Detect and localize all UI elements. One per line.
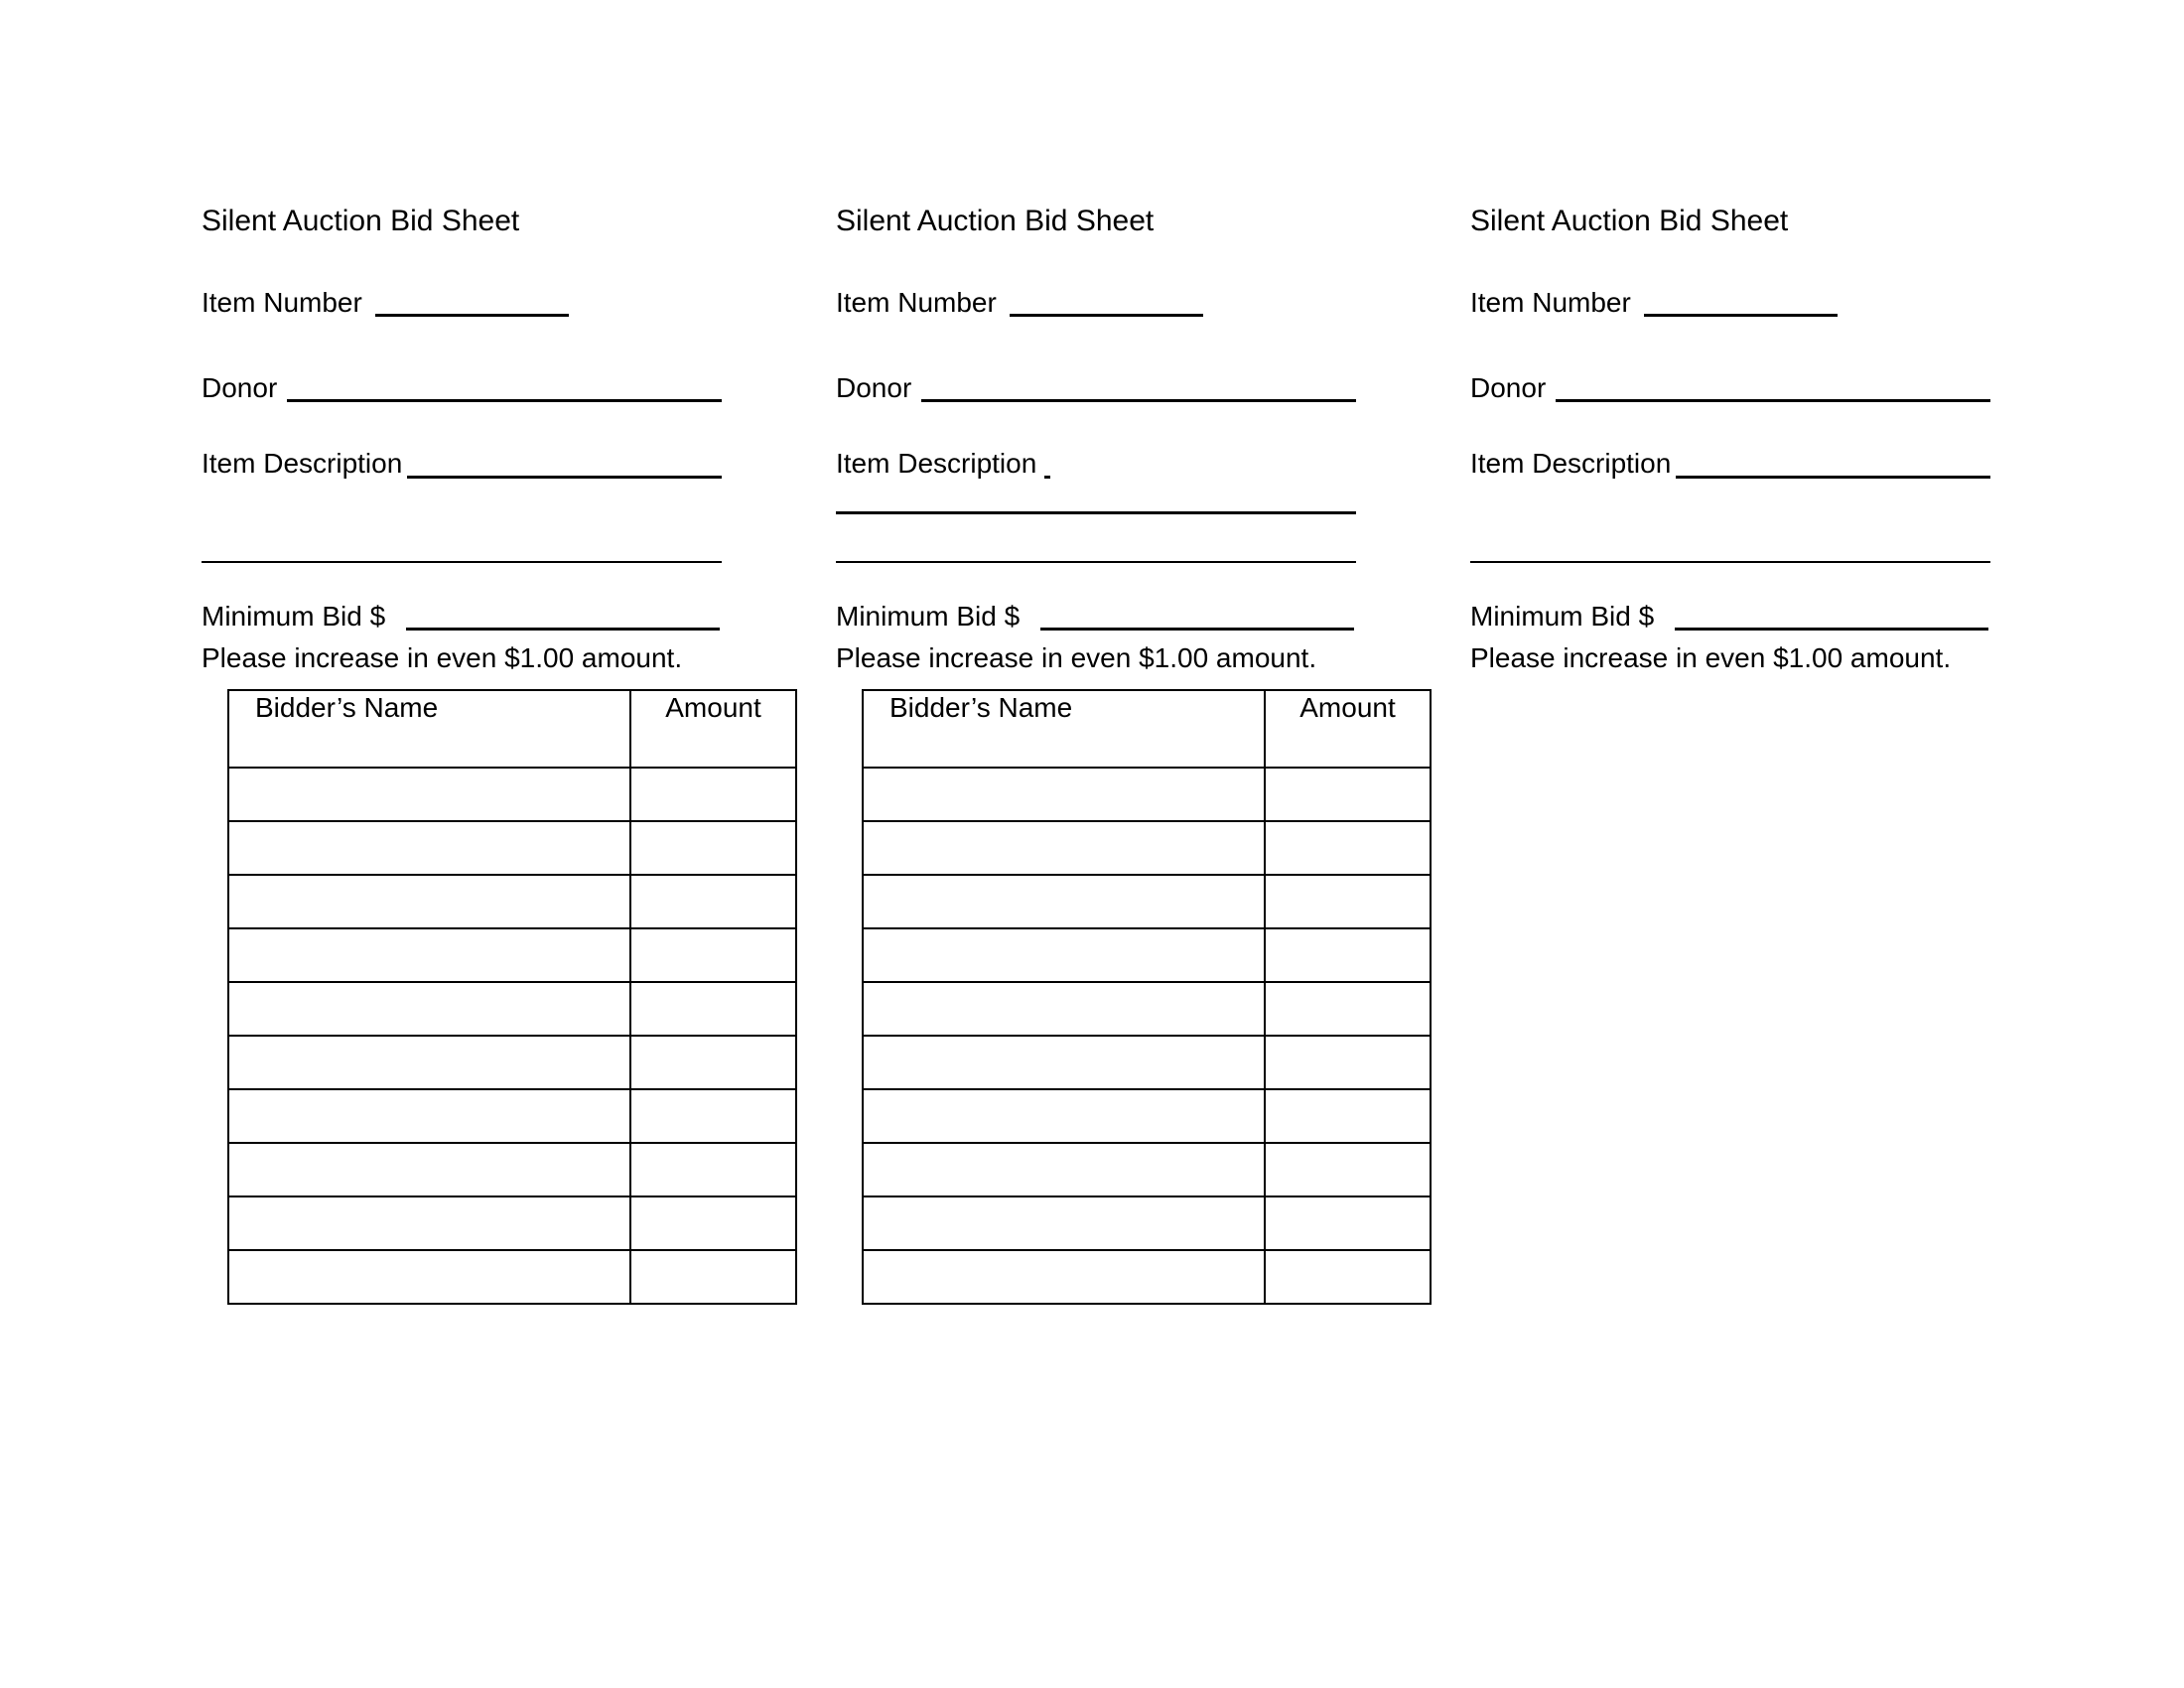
bid-table bbox=[862, 689, 1432, 1305]
table-row bbox=[228, 1143, 796, 1196]
amount-cell[interactable] bbox=[1265, 875, 1431, 928]
amount-cell[interactable] bbox=[630, 1143, 796, 1196]
item-description-extra-blank bbox=[1470, 561, 1990, 563]
sheet-title: Silent Auction Bid Sheet bbox=[1470, 205, 1789, 237]
bidder-name-cell[interactable] bbox=[863, 1036, 1265, 1089]
donor-blank bbox=[921, 399, 1356, 402]
bidder-name-cell[interactable] bbox=[228, 1250, 630, 1304]
amount-header-cell bbox=[1265, 690, 1431, 768]
table-row bbox=[228, 982, 796, 1036]
amount-cell[interactable] bbox=[630, 1196, 796, 1250]
table-row bbox=[228, 1196, 796, 1250]
bidder-name-cell[interactable] bbox=[863, 1143, 1265, 1196]
bidder-name-cell[interactable] bbox=[228, 821, 630, 875]
amount-cell[interactable] bbox=[1265, 982, 1431, 1036]
minimum-bid-blank bbox=[1040, 628, 1354, 631]
bid-sheet-1 bbox=[202, 0, 761, 1688]
table-row bbox=[863, 1196, 1431, 1250]
increment-note: Please increase in even $1.00 amount. bbox=[836, 642, 1317, 673]
bidder-name-cell[interactable] bbox=[863, 1089, 1265, 1143]
amount-cell[interactable] bbox=[630, 928, 796, 982]
bid-sheet-3 bbox=[1470, 0, 2026, 1688]
bidder-name-cell[interactable] bbox=[228, 1089, 630, 1143]
donor-blank bbox=[287, 399, 722, 402]
table-header-row bbox=[863, 690, 1431, 768]
amount-cell[interactable] bbox=[630, 821, 796, 875]
amount-cell[interactable] bbox=[630, 1250, 796, 1304]
item-description-blank bbox=[1044, 476, 1050, 479]
increment-note: Please increase in even $1.00 amount. bbox=[1470, 642, 1952, 673]
amount-cell[interactable] bbox=[1265, 1196, 1431, 1250]
bidder-name-cell[interactable] bbox=[228, 1036, 630, 1089]
item-description-extra-blank bbox=[836, 561, 1356, 563]
table-row bbox=[228, 768, 796, 821]
item-number-label: Item Number bbox=[202, 287, 362, 318]
amount-cell[interactable] bbox=[1265, 768, 1431, 821]
table-row bbox=[863, 1250, 1431, 1304]
item-number-blank bbox=[375, 314, 569, 317]
bidder-name-cell[interactable] bbox=[863, 1250, 1265, 1304]
table-row bbox=[863, 1089, 1431, 1143]
table-row bbox=[863, 821, 1431, 875]
donor-blank bbox=[1556, 399, 1990, 402]
item-number-label: Item Number bbox=[836, 287, 997, 318]
bidder-name-cell[interactable] bbox=[863, 821, 1265, 875]
item-description-blank bbox=[1676, 476, 1990, 479]
donor-label: Donor bbox=[1470, 372, 1547, 403]
minimum-bid-blank bbox=[1675, 628, 1988, 631]
table-row bbox=[228, 928, 796, 982]
amount-cell[interactable] bbox=[1265, 1250, 1431, 1304]
bidder-name-cell[interactable] bbox=[228, 875, 630, 928]
amount-cell[interactable] bbox=[1265, 821, 1431, 875]
item-description-label: Item Description bbox=[1470, 448, 1672, 479]
donor-label: Donor bbox=[836, 372, 912, 403]
amount-cell[interactable] bbox=[1265, 928, 1431, 982]
bidder-name-cell[interactable] bbox=[228, 928, 630, 982]
table-row bbox=[228, 821, 796, 875]
item-number-blank bbox=[1644, 314, 1838, 317]
sheet-title: Silent Auction Bid Sheet bbox=[836, 205, 1155, 237]
amount-header: Amount bbox=[665, 692, 761, 723]
bidder-name-cell[interactable] bbox=[228, 768, 630, 821]
sheet-title: Silent Auction Bid Sheet bbox=[202, 205, 520, 237]
table-row bbox=[863, 875, 1431, 928]
amount-header-cell bbox=[630, 690, 796, 768]
amount-cell[interactable] bbox=[1265, 1143, 1431, 1196]
bidder-name-cell[interactable] bbox=[228, 1143, 630, 1196]
bidder-name-header: Bidder’s Name bbox=[255, 692, 439, 723]
table-row bbox=[863, 1143, 1431, 1196]
item-description-label: Item Description bbox=[836, 448, 1037, 479]
minimum-bid-label: Minimum Bid $ bbox=[202, 601, 386, 632]
bidder-name-cell[interactable] bbox=[863, 875, 1265, 928]
table-header-row bbox=[228, 690, 796, 768]
bidder-name-cell[interactable] bbox=[863, 928, 1265, 982]
bidder-name-cell[interactable] bbox=[228, 982, 630, 1036]
bid-sheet-2 bbox=[836, 0, 1396, 1688]
item-description-blank bbox=[407, 476, 722, 479]
amount-cell[interactable] bbox=[1265, 1089, 1431, 1143]
table-row bbox=[863, 982, 1431, 1036]
table-row bbox=[228, 1036, 796, 1089]
amount-cell[interactable] bbox=[630, 1089, 796, 1143]
amount-cell[interactable] bbox=[1265, 1036, 1431, 1089]
minimum-bid-blank bbox=[406, 628, 720, 631]
bidder-name-header-cell bbox=[863, 690, 1265, 768]
table-row bbox=[863, 1036, 1431, 1089]
bidder-name-cell[interactable] bbox=[863, 982, 1265, 1036]
bidder-name-cell[interactable] bbox=[228, 1196, 630, 1250]
amount-header: Amount bbox=[1299, 692, 1396, 723]
item-description-second-blank bbox=[836, 511, 1356, 514]
minimum-bid-label: Minimum Bid $ bbox=[836, 601, 1021, 632]
amount-cell[interactable] bbox=[630, 982, 796, 1036]
item-description-label: Item Description bbox=[202, 448, 403, 479]
item-number-blank bbox=[1010, 314, 1203, 317]
bidder-name-header-cell bbox=[228, 690, 630, 768]
table-row bbox=[228, 1250, 796, 1304]
bidder-name-cell[interactable] bbox=[863, 1196, 1265, 1250]
bid-table bbox=[227, 689, 797, 1305]
amount-cell[interactable] bbox=[630, 1036, 796, 1089]
bidder-name-cell[interactable] bbox=[863, 768, 1265, 821]
table-row bbox=[228, 875, 796, 928]
table-row bbox=[863, 768, 1431, 821]
minimum-bid-label: Minimum Bid $ bbox=[1470, 601, 1655, 632]
bidder-name-header: Bidder’s Name bbox=[889, 692, 1073, 723]
amount-cell[interactable] bbox=[630, 768, 796, 821]
amount-cell[interactable] bbox=[630, 875, 796, 928]
donor-label: Donor bbox=[202, 372, 278, 403]
table-row bbox=[863, 928, 1431, 982]
item-description-extra-blank bbox=[202, 561, 722, 563]
increment-note: Please increase in even $1.00 amount. bbox=[202, 642, 683, 673]
table-row bbox=[228, 1089, 796, 1143]
item-number-label: Item Number bbox=[1470, 287, 1631, 318]
